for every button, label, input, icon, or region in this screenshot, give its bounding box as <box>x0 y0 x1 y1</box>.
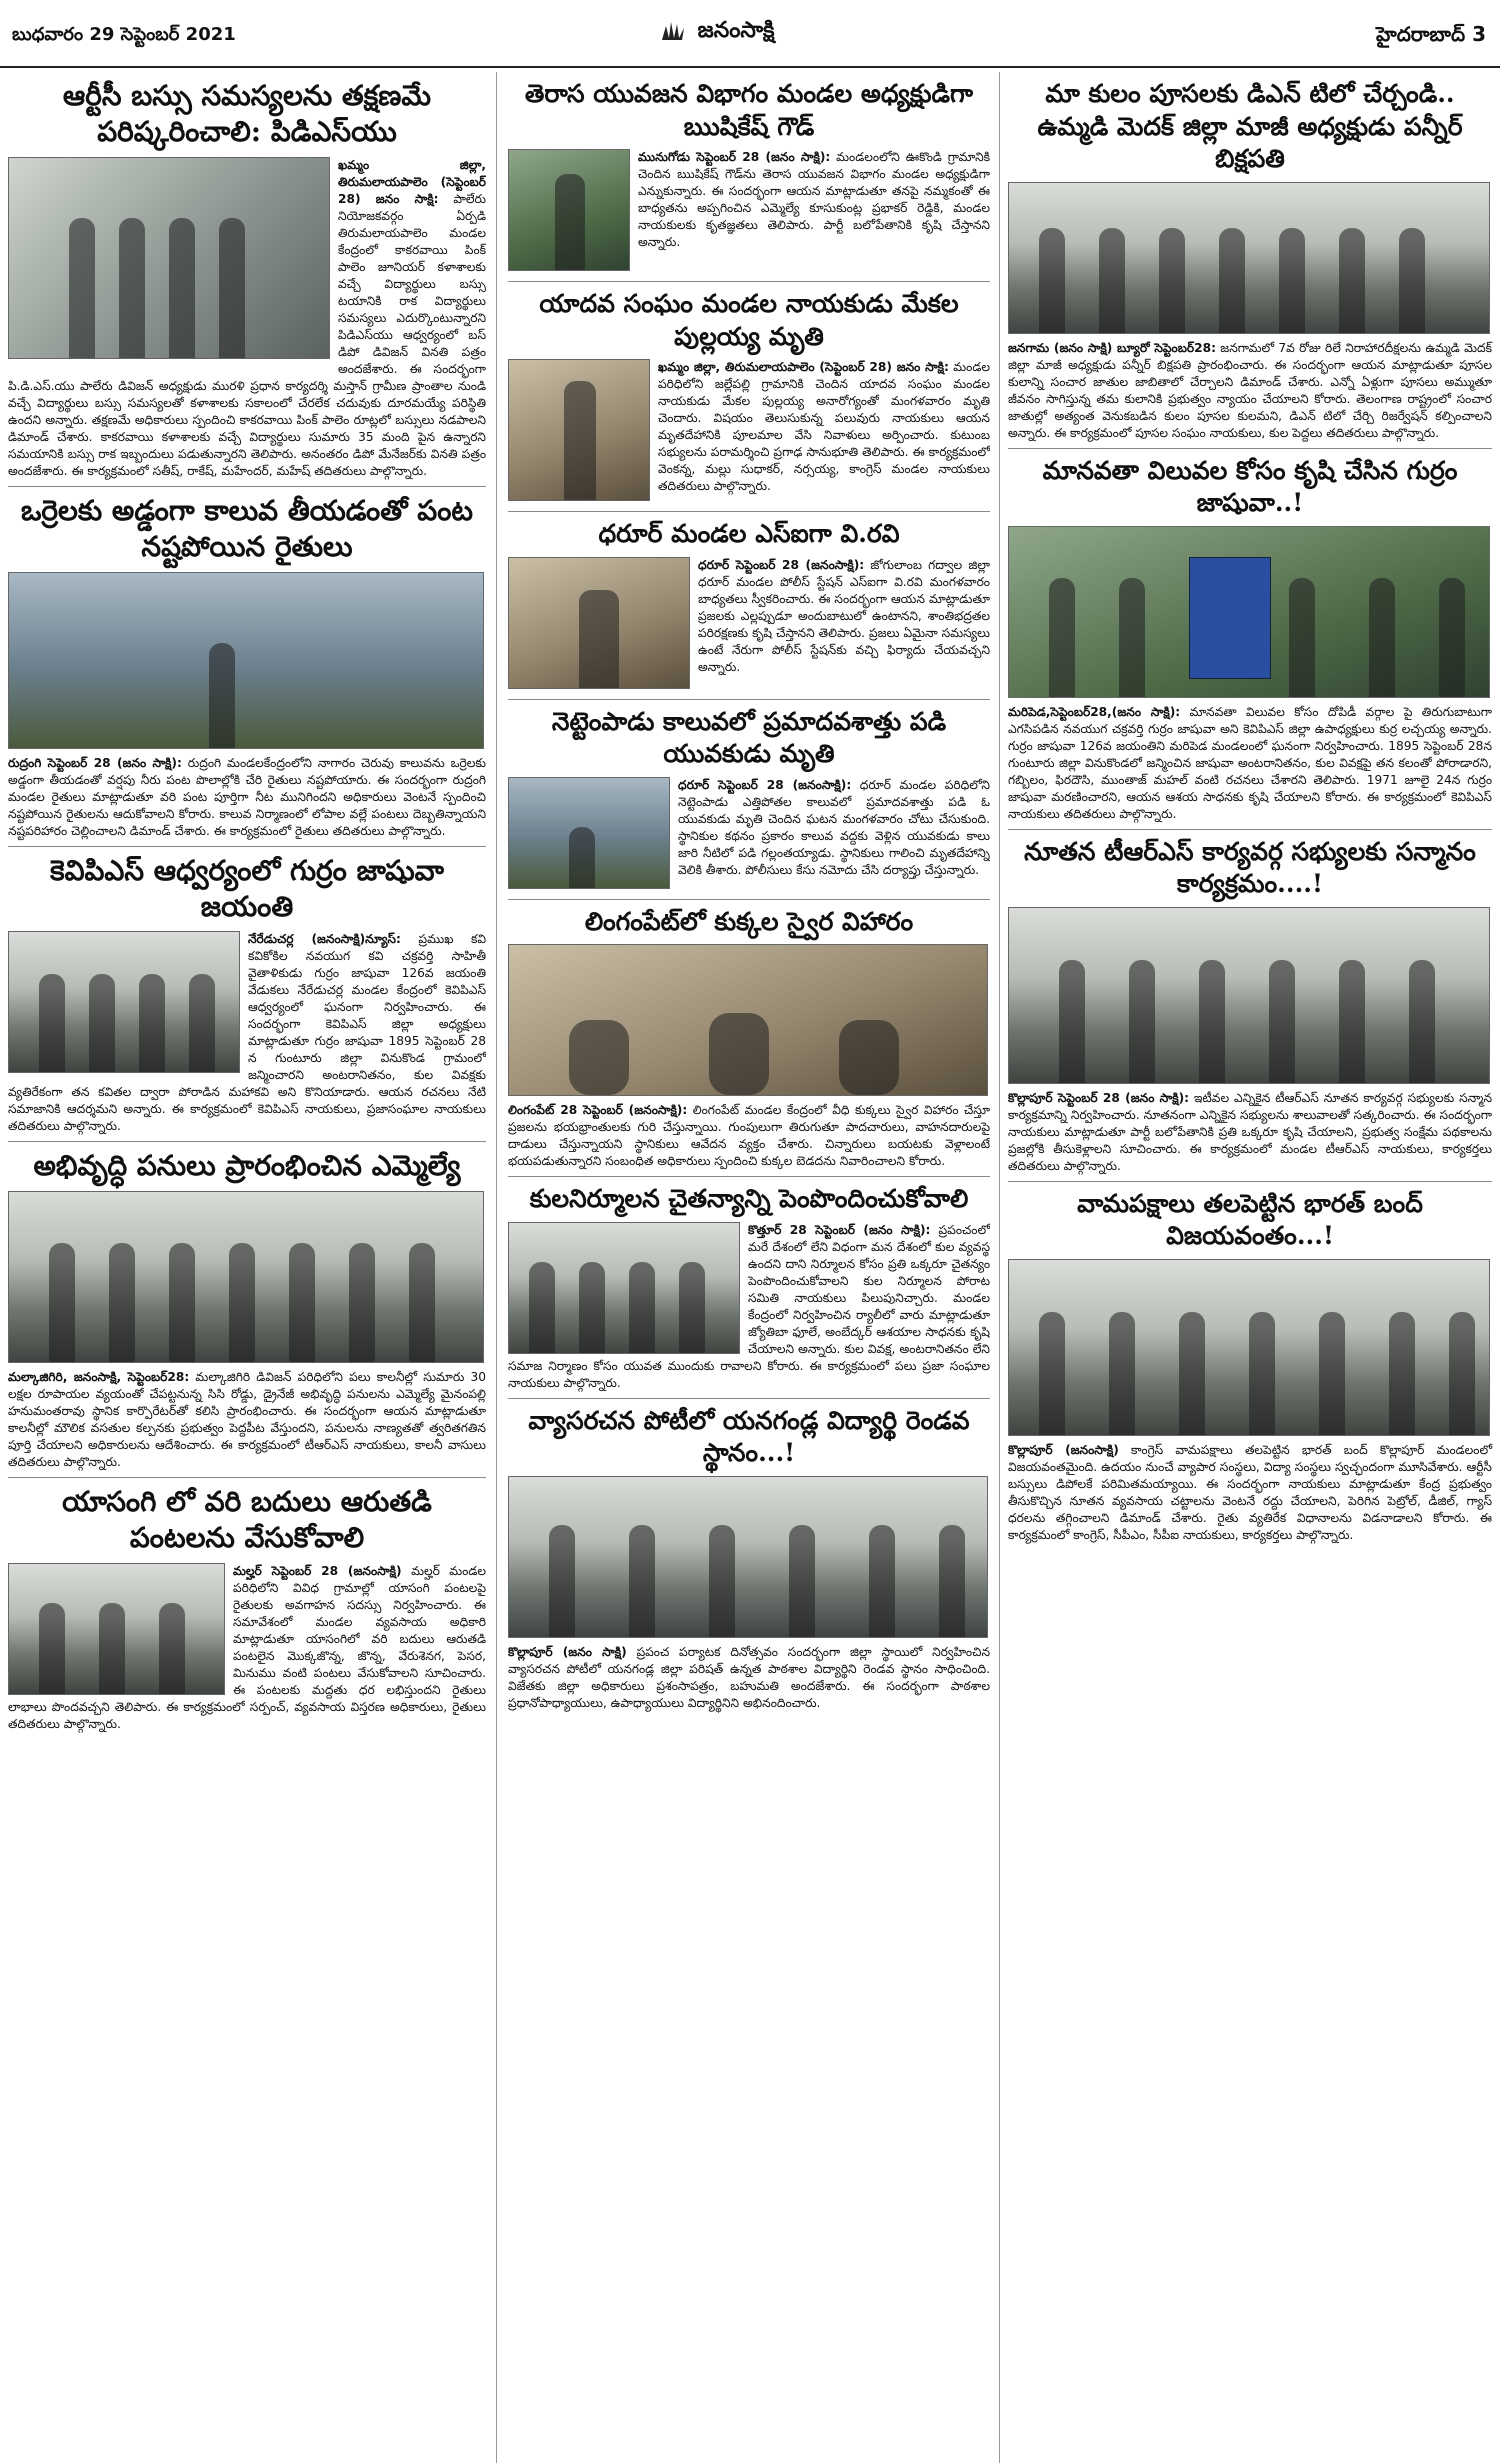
column-rule <box>496 72 497 2463</box>
dateline: నేరేడుచర్ల (జనంసాక్షి)న్యూస్: <box>248 932 401 947</box>
divider <box>8 1141 486 1142</box>
article-headline: ధరూర్ మండల ఎస్ఐగా వి.రవి <box>598 519 900 548</box>
divider <box>8 1477 486 1478</box>
article <box>8 78 486 480</box>
article <box>1008 1188 1492 1544</box>
article-body: మల్కాజిగిరి డివిజన్ పరిధిలోని పలు కాలనీల్లో సుమారు 30 లక్షల రూపాయల వ్యయంతో చేపట్టనున్న సిసి రోడ్డు, డ్రైనేజీ అభివృద్ధి పనులను ఎమ్మెల్యే మైనంపల్లి హనుమంతరావు స్థానిక కార్పొరేటర్‌తో కలిసి ప్రారంభించారు. ఈ సందర్భంగా ఆయన మాట్లాడుతూ కాలనీల్లో మౌలిక వసతుల కల్పనకు ప్రభుత్వం పెద్దపీట వేస్తుందని, పనులను నాణ్యతతో త్వరితగతిన పూర్తి చేయాలని అధికారులను ఆదేశించారు. ఈ కార్యక్రమంలో టీఆర్ఎస్ నాయకులు, కాలనీ వాసులు తదితరులు పాల్గొన్నారు. <box>8 1369 486 1469</box>
article <box>1008 78 1492 442</box>
article-body: మండల పరిధిలోని జల్లేపల్లి గ్రామానికి చెందిన యాదవ సంఘం మండల నాయకుడు మేకల పుల్లయ్య అనారోగ్యంతో మంగళవారం మృతి చెందారు. విషయం తెలుసుకున్న పలువురు నాయకులు ఆయన మృతదేహానికి పూలమాల వేసి నివాళులు అర్పించారు. కుటుంబ సభ్యులను పరామర్శించి ప్రగాఢ సానుభూతి తెలిపారు. ఈ కార్యక్రమంలో వెంకన్న, మల్లు సుధాకర్, నర్సయ్య, కాంగ్రెస్ మండల నాయకులు తదితరులు పాల్గొన్నారు. <box>658 360 990 493</box>
news-photo <box>8 1191 484 1363</box>
dateline: కొల్లాపూర్ (జనంసాక్షి) <box>1008 1442 1119 1457</box>
article <box>508 906 990 1171</box>
news-photo <box>508 1222 740 1354</box>
article-body: రుద్రంగి మండలకేంద్రంలోని నాగారం చెరువు కాలువను ఒర్రెలకు అడ్డంగా తీయడంతో వర్షపు నీరు పంట పొలాల్లోకి చేరి రైతులు నష్టపోయారు. ఈ సందర్భంగా రుద్రంగి మండల రైతులు మాట్లాడుతూ వరి పంట పూర్తిగా నీట మునిగిందని అధికారులు వెంటనే స్పందించి నష్టపోయిన రైతులను ఆదుకోవాలని కోరారు. కాలువ నిర్మాణంలో లోపాల వల్లే పంటలు దెబ్బతిన్నాయని నష్టపరిహారం చెల్లించాలని డిమాండ్ చేశారు. ఈ కార్యక్రమంలో రైతులు తదితరులు పాల్గొన్నారు. <box>8 755 486 838</box>
news-photo <box>508 1476 988 1638</box>
divider <box>1008 829 1492 830</box>
article-headline: కులనిర్మూలన చైతన్యాన్ని పెంపొందించుకోవాలి <box>529 1184 969 1213</box>
dateline: జనగామ (జనం సాక్షి) బ్యూరో సెప్టెంబర్28: <box>1008 340 1216 355</box>
news-photo <box>1008 526 1490 698</box>
dateline: మరిపెడ,సెప్టెంబర్28,(జనం సాక్షి): <box>1008 704 1181 719</box>
article <box>508 1405 990 1712</box>
article-body: ఇటీవల ఎన్నికైన టీఆర్ఎస్ నూతన కార్యవర్గ సభ్యులకు సన్మాన కార్యక్రమాన్ని నిర్వహించారు. నూతనంగా ఎన్నికైన సభ్యులను శాలువాలతో సత్కరించారు. ఈ సందర్భంగా నాయకులు మాట్లాడుతూ పార్టీ బలోపేతానికి ప్రతి ఒక్కరూ కృషి చేయాలని, ప్రభుత్వ సంక్షేమ పథకాలను ప్రజల్లోకి తీసుకెళ్లాలని సూచించారు. ఈ కార్యక్రమంలో మండల టీఆర్ఎస్ నాయకులు, కార్యకర్తలు తదితరులు పాల్గొన్నారు. <box>1008 1090 1492 1173</box>
divider <box>1008 1181 1492 1182</box>
news-photo <box>8 572 484 749</box>
article-headline: నెట్టెంపాడు కాలువలో ప్రమాదవశాత్తు పడి యువకుడు మృతి <box>551 706 947 768</box>
article-headline: అభివృద్ధి పనులు ప్రారంభించిన ఎమ్మెల్యే <box>33 1149 461 1183</box>
dateline: మల్హర్ సెప్టెంబర్ 28 (జనంసాక్షి) <box>233 1563 402 1578</box>
dateline: రుద్రంగి సెప్టెంబర్ 28 (జనం సాక్షి): <box>8 755 182 770</box>
news-photo <box>508 777 670 889</box>
article-body: మండలంలోని ఊకొండి గ్రామానికి చెందిన ఋషికేష్ గౌడ్‌ను తెరాస యువజన విభాగం మండల అధ్యక్షుడిగా ఎన్నుకున్నారు. ఈ సందర్భంగా ఆయన మాట్లాడుతూ తనపై నమ్మకంతో ఈ బాధ్యతను అప్పగించిన ఎమ్మెల్యే కూసుకుంట్ల ప్రభాకర్ రెడ్డికి, మండల నాయకులకు కృతజ్ఞతలు తెలిపారు. పార్టీ బలోపేతానికి కృషి చేస్తానని అన్నారు. <box>638 150 990 249</box>
news-photo <box>1008 907 1490 1084</box>
article-body: లింగంపేట్ మండల కేంద్రంలో వీధి కుక్కలు స్వైర విహారం చేస్తూ ప్రజలను భయభ్రాంతులకు గురి చేస్తున్నాయి. గుంపులుగా తిరుగుతూ పాదచారులు, వాహనదారులపై దాడులు చేస్తున్నాయని స్థానికులు ఆవేదన వ్యక్తం చేశారు. చిన్నారులు బయటకు వెళ్లాలంటే భయపడుతున్నారని సంబంధిత అధికారులు స్పందించి కుక్కల బెడదను నివారించాలని కోరారు. <box>508 1103 991 1168</box>
city-page-number: హైదరాబాద్ 3 <box>1376 22 1486 46</box>
divider <box>508 281 990 282</box>
article-headline: మా కులం పూసలకు డిఎన్ టిలో చేర్చండి.. ఉమ్మడి మెదక్ జిల్లా మాజీ అధ్యక్షుడు పన్నీర్ బిక్షపతి <box>1037 79 1463 173</box>
article-headline: యాదవ సంఘం మండల నాయకుడు మేకల పుల్లయ్య మృతి <box>539 289 959 351</box>
news-photo <box>508 944 988 1096</box>
divider <box>508 511 990 512</box>
dateline: మల్కాజిగిరి, జనంసాక్షి, సెప్టెంబర్28: <box>8 1369 190 1384</box>
divider <box>8 486 486 487</box>
masthead <box>660 18 775 48</box>
article-headline: నూతన టీఆర్ఎస్ కార్యవర్గ సభ్యులకు సన్మానం కార్యక్రమం....! <box>1024 836 1476 898</box>
article-headline: కెవిపిఎస్ ఆధ్వర్యంలో గుర్రం జాషువా జయంతి <box>49 853 445 923</box>
dateline: ధరూర్ సెప్టెంబర్ 28 (జనంసాక్షి): <box>678 777 852 792</box>
header-rule <box>0 66 1500 68</box>
dateline: మునుగోడు సెప్టెంబర్ 28 (జనం సాక్షి): <box>638 150 831 164</box>
portrait-photo <box>508 149 630 271</box>
article <box>508 1183 990 1392</box>
article-headline: తెరాస యువజన విభాగం మండల అధ్యక్షుడిగా ఋషికేష్ గౌడ్ <box>524 79 974 141</box>
article-body: పాలేరు నియోజకవర్గం ఏర్పడి తిరుమలాయపాలెం మండల కేంద్రంలో కాకరవాయి పింక్ పాలెం జూనియర్ కళాశాలకు వచ్చే విద్యార్థులు బస్సు టయానికి రాక విద్యార్థులు సమస్యలు ఎదుర్కొంటున్నారని పిడిఎస్‌యు ఆధ్వర్యంలో బస్ డిపో డివిజన్ వినతి పత్రం అందజేశారు. ఈ సందర్భంగా పి.డి.ఎస్.యు పాలేరు డివిజన్ అధ్యక్షుడు మురళి ప్రధాన కార్యదర్శి మస్తాన్ గ్రామీణ ప్రాంతాల నుండి వచ్చే విద్యార్థులు బస్సు సమస్యలతో కళాశాలకు సకాలంలో చేరలేక చదువుకు దూరమయ్యే పరిస్థితి ఉందని అన్నారు. తక్షణమే అధికారులు స్పందించి కాకరవాయి పింక్ పాలెం రూట్లలో బస్సులు నడపాలని డిమాండ్ చేశారు. కాకరవాయి కళాశాలకు వచ్చే విద్యార్థులు సుమారు 35 మంది పైన ఉన్నారని సమయానికి బస్సు రాక ఇబ్బందులు పడుతున్నారని తెలిపారు. అనంతరం డిపో మేనేజర్‌కు వినతి పత్రం అందజేశారు. ఈ కార్యక్రమంలో సతీష్, రాకేష్, మహేందర్, మహేష్ తదితరులు పాల్గొన్నారు. <box>8 191 486 478</box>
article <box>8 853 486 1136</box>
dateline: లింగంపేట్ 28 సెప్టెంబర్ (జనంసాక్షి): <box>508 1103 688 1117</box>
article-headline: ఒర్రెలకు అడ్డంగా కాలువ తీయడంతో పంట నష్టపోయిన రైతులు <box>20 493 474 564</box>
news-photo <box>8 1563 225 1695</box>
article-body: మానవతా విలువల కోసం దోపిడీ వర్గాల పై తిరుగుబాటుగా ఎగసిపడిన నవయుగ చక్రవర్తి గుర్రం జాషువా అని కెవిపిఎస్ జిల్లా ఉపాధ్యక్షులు కుర్ర లచ్చయ్య అన్నారు. గుర్రం జాషువా 126వ జయంతిని మరిపెడ మండలంలో ఘనంగా నిర్వహించారు. 1895 సెప్టెంబర్ 28న గుంటూరు జిల్లా వినుకొండలో జన్మించిన జాషువా అంటరానితనం, కుల వివక్షపై తన కలంతో పోరాడారని, గబ్బిలం, ఫిరదౌసి, ముంతాజ్ మహల్ వంటి రచనలు చేశారని తెలిపారు. 1971 జూలై 24న గుర్రం జాషువా మరణించారని, ఆయన ఆశయ సాధనకు కృషి చేయాలని కోరారు. ఈ కార్యక్రమంలో కెవిపిఎస్ నాయకులు తదితరులు పాల్గొన్నారు. <box>1008 704 1493 821</box>
article-headline: లింగంపేట్‌లో కుక్కల స్వైర విహారం <box>584 906 914 936</box>
portrait-photo <box>508 359 650 501</box>
article <box>8 1148 486 1470</box>
news-photo <box>1008 1259 1490 1436</box>
article <box>1008 836 1492 1175</box>
article-body: జోగులాంబ గద్వాల జిల్లా ధరూర్ మండల పోలీస్ స్టేషన్ ఎస్ఐగా వి.రవి మంగళవారం బాధ్యతలు స్వీకరించారు. ఈ సందర్భంగా ఆయన మాట్లాడుతూ ప్రజలకు ఎల్లప్పుడూ అందుబాటులో ఉంటానని, శాంతిభద్రతల పరిరక్షణకు కృషి చేస్తానని తెలిపారు. ప్రజలు ఏమైనా సమస్యలు ఉంటే నేరుగా పోలీస్ స్టేషన్‌కు వచ్చి ఫిర్యాదు చేయవచ్చని అన్నారు. <box>698 557 990 674</box>
article <box>8 493 486 840</box>
divider <box>508 899 990 900</box>
article-body: ప్రపంచంలో మరే దేశంలో లేని విధంగా మన దేశంలో కుల వ్యవస్థ ఉందని దాని నిర్మూలన కోసం ప్రతి ఒక్కరూ చైతన్యం పెంపొందించుకోవాలని కుల నిర్మూలన పోరాట సమితి నాయకులు పిలుపునిచ్చారు. మండల కేంద్రంలో నిర్వహించిన ర్యాలీలో వారు మాట్లాడుతూ జ్యోతిబా ఫూలే, అంబేద్కర్ ఆశయాల సాధనకు కృషి చేయాలని అన్నారు. కుల వివక్ష, అంటరానితనం లేని సమాజ నిర్మాణం కోసం యువత ముందుకు రావాలని కోరారు. ఈ కార్యక్రమంలో పలు ప్రజా సంఘాల నాయకులు పాల్గొన్నారు. <box>508 1222 990 1390</box>
masthead-title: జనంసాక్షి <box>697 18 775 43</box>
article-headline: ఆర్టీసీ బస్సు సమస్యలను తక్షణమే పరిష్కరించాలి: పిడిఎస్‌యు <box>62 79 432 149</box>
article-body: మల్హర్ మండల పరిధిలోని వివిధ గ్రామాల్లో యాసంగి పంటలపై రైతులకు అవగాహన సదస్సు నిర్వహించారు. ఈ సమావేశంలో మండల వ్యవసాయ అధికారి మాట్లాడుతూ యాసంగిలో వరి బదులు ఆరుతడి పంటలైన మొక్కజొన్న, జొన్న, వేరుశెనగ, పెసర, మినుము వంటి పంటలు వేసుకోవాలని సూచించారు. ఈ పంటలకు మద్దతు ధర లభిస్తుందని రైతులు లాభాలు పొందవచ్చని తెలిపారు. ఈ కార్యక్రమంలో సర్పంచ్, వ్యవసాయ విస్తరణ అధికారులు, రైతులు తదితరులు పాల్గొన్నారు. <box>8 1563 486 1731</box>
news-photo <box>8 157 330 359</box>
dateline: ధరూర్ సెప్టెంబర్ 28 (జనంసాక్షి): <box>698 557 865 572</box>
news-photo <box>8 931 240 1073</box>
divider <box>508 1176 990 1177</box>
article <box>508 518 990 693</box>
article-headline: వ్యాసరచన పోటీలో యనగండ్ల విద్యార్థి రెండవ స్థానం...! <box>528 1405 970 1467</box>
article <box>508 78 990 275</box>
article-headline: యాసంగి లో వరి బదులు ఆరుతడి పంటలను వేసుకోవాలి <box>62 1484 432 1555</box>
article <box>508 706 990 893</box>
dateline: ఖమ్మం జిల్లా, తిరుమలాయపాలెం (సెప్టెంబర్ 28) జనం సాక్షి: <box>338 157 486 206</box>
divider <box>508 699 990 700</box>
column-middle <box>508 72 990 1712</box>
portrait-banner <box>1189 557 1271 679</box>
column-left <box>8 72 486 1733</box>
divider <box>8 846 486 847</box>
article-body: కాంగ్రెస్ వామపక్షాలు తలపెట్టిన భారత్ బంద్ కొల్లాపూర్ మండలంలో విజయవంతమైంది. ఉదయం నుంచే వ్యాపార సంస్థలు, విద్యా సంస్థలు స్వచ్ఛందంగా మూసివేశారు. ఆర్టీసీ బస్సులు డిపోలకే పరిమితమయ్యాయి. ఈ సందర్భంగా నాయకులు మాట్లాడుతూ కేంద్ర ప్రభుత్వం తీసుకొచ్చిన నూతన వ్యవసాయ చట్టాలను వెంటనే రద్దు చేయాలని, పెరిగిన పెట్రోల్, డీజిల్, గ్యాస్ ధరలను తగ్గించాలని డిమాండ్ చేశారు. రైతు వ్యతిరేక విధానాలను విడనాడాలని కోరారు. ఈ కార్యక్రమంలో కాంగ్రెస్, సీపీఎం, సీపీఐ నాయకులు, కార్యకర్తలు పాల్గొన్నారు. <box>1008 1442 1493 1542</box>
dateline: ఖమ్మం జిల్లా, తిరుమలాయపాలెం (సెప్టెంబర్ 28) జనం సాక్షి: <box>658 360 949 374</box>
dateline: కొత్తూర్ 28 సెప్టెంబర్ (జనం సాక్షి): <box>748 1222 931 1237</box>
article-headline: వామపక్షాలు తలపెట్టిన భారత్ బంద్ విజయవంతం...! <box>1077 1188 1423 1250</box>
news-photo <box>1008 182 1490 334</box>
article-body: జనగామలో 7వ రోజు రిలే నిరాహారదీక్షలను ఉమ్మడి మెదక్ జిల్లా మాజీ అధ్యక్షుడు పన్నీర్ బిక్షపతి ప్రారంభించారు. ఈ సందర్భంగా ఆయన మాట్లాడుతూ పూసల కులాన్ని సంచార జాతుల జాబితాలో చేర్చాలని డిమాండ్ చేశారు. ఎన్నో ఏళ్లుగా పూసలు అమ్ముతూ జీవనం సాగిస్తున్న తమ కులానికి ప్రభుత్వం న్యాయం చేయాలని కోరారు. తెలంగాణ రాష్ట్రంలో సంచార జాతుల్లో అత్యంత వెనుకబడిన కులం పూసల కులమని, డిఎన్ టిలో చేర్చి రిజర్వేషన్ కల్పించాలని అన్నారు. ఈ కార్యక్రమంలో పూసల సంఘం నాయకులు, కుల పెద్దలు తదితరులు పాల్గొన్నారు. <box>1008 340 1493 440</box>
column-right <box>1008 72 1492 1544</box>
article-headline: మానవతా విలువల కోసం కృషి చేసిన గుర్రం జాషువా..! <box>1042 455 1458 517</box>
dateline: కొల్లాపూర్ సెప్టెంబర్ 28 (జనం సాక్షి): <box>1008 1090 1190 1105</box>
divider <box>508 1398 990 1399</box>
divider <box>1008 448 1492 449</box>
article <box>1008 455 1492 823</box>
hand-logo-icon <box>660 20 686 42</box>
article-body: ప్రపంచ పర్యాటక దినోత్సవం సందర్భంగా జిల్లా స్థాయిలో నిర్వహించిన వ్యాసరచన పోటీలో యనగండ్ల జిల్లా పరిషత్ ఉన్నత పాఠశాల విద్యార్థిని రెండవ స్థానం సాధించింది. విజేతకు జిల్లా అధికారులు ప్రశంసాపత్రం, బహుమతి అందజేశారు. ఈ సందర్భంగా పాఠశాల ప్రధానోపాధ్యాయులు, ఉపాధ్యాయులు విద్యార్థినిని అభినందించారు. <box>508 1644 990 1710</box>
article <box>8 1484 486 1733</box>
issue-date: బుధవారం 29 సెప్టెంబర్ 2021 <box>12 24 236 45</box>
article <box>508 288 990 505</box>
article-body: ప్రముఖ కవి కవికోకిల నవయుగ కవి చక్రవర్తి సాహితీ వైతాళికుడు గుర్రం జాషువా 126వ జయంతి వేడుకలు నేరేడుచర్ల మండల కేంద్రంలో కెవిపిఎస్ ఆధ్వర్యంలో ఘనంగా నిర్వహించారు. ఈ సందర్భంగా కెవిపిఎస్ జిల్లా అధ్యక్షులు మాట్లాడుతూ గుర్రం జాషువా 1895 సెప్టెంబర్ 28 న గుంటూరు జిల్లా వినుకొండ గ్రామంలో జన్మించారని అంటరానితనం, కుల వివక్షకు వ్యతిరేకంగా తన కవితల ద్వారా పోరాడిన మహాకవి అని కొనియాడారు. ఆయన రచనలు నేటి సమాజానికి ఆదర్శమని అన్నారు. ఈ కార్యక్రమంలో కెవిపిఎస్ నాయకులు, ప్రజాసంఘాల నాయకులు తదితరులు పాల్గొన్నారు. <box>8 932 486 1134</box>
page-header <box>0 0 1500 72</box>
column-rule <box>999 72 1000 2463</box>
portrait-photo <box>508 557 690 689</box>
article-body: ధరూర్ మండల పరిధిలోని నెట్టెంపాడు ఎత్తిపోతల కాలువలో ప్రమాదవశాత్తు పడి ఓ యువకుడు మృతి చెందిన ఘటన మంగళవారం చోటు చేసుకుంది. స్థానికుల కథనం ప్రకారం కాలువ వద్దకు వెళ్లిన యువకుడు కాలు జారి నీటిలో పడి గల్లంతయ్యాడు. స్థానికులు గాలించి మృతదేహాన్ని వెలికి తీశారు. పోలీసులు కేసు నమోదు చేసి దర్యాప్తు చేస్తున్నారు. <box>678 777 990 877</box>
dateline: కొల్లాపూర్ (జనం సాక్షి) <box>508 1644 627 1659</box>
